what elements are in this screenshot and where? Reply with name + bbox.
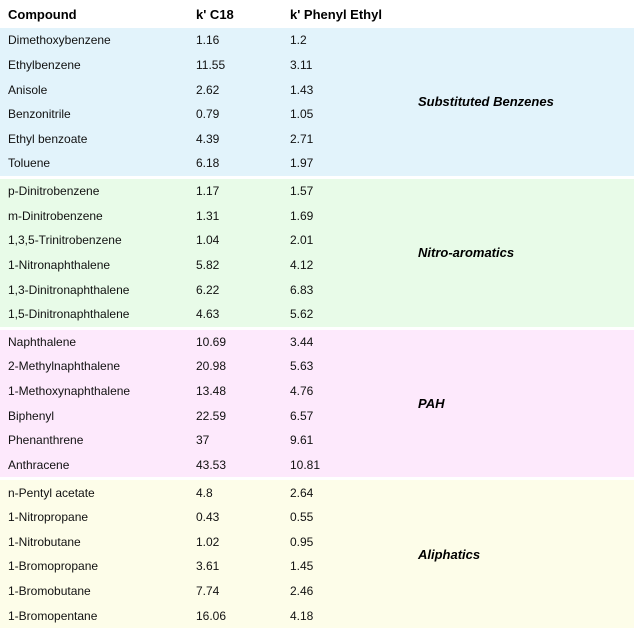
group-rows bbox=[0, 179, 418, 327]
k-c18-value: 0.43 bbox=[196, 510, 220, 525]
table-header bbox=[0, 0, 634, 28]
table-row bbox=[0, 603, 418, 628]
k-phenyl-ethyl-value: 4.76 bbox=[290, 384, 314, 399]
k-c18-value: 20.98 bbox=[196, 359, 227, 374]
column-header-compound: Compound bbox=[8, 6, 77, 22]
column-header-k-phenyl-ethyl: k' Phenyl Ethyl bbox=[290, 6, 382, 22]
compound-group bbox=[0, 28, 634, 176]
group-label: PAH bbox=[418, 395, 445, 411]
k-c18-value: 11.55 bbox=[196, 57, 226, 72]
k-phenyl-ethyl-value: 9.61 bbox=[290, 433, 314, 448]
table-row bbox=[0, 253, 418, 278]
compound-name: Ethyl benzoate bbox=[8, 131, 88, 146]
compound-name: 1-Bromobutane bbox=[8, 584, 91, 599]
k-c18-value: 22.59 bbox=[196, 408, 227, 423]
k-phenyl-ethyl-value: 1.2 bbox=[290, 33, 307, 48]
compound-name: p-Dinitrobenzene bbox=[8, 184, 100, 199]
table-row bbox=[0, 228, 418, 253]
k-phenyl-ethyl-value: 0.95 bbox=[290, 534, 314, 549]
compound-name: 1-Methoxynaphthalene bbox=[8, 384, 131, 399]
compound-name: Phenanthrene bbox=[8, 433, 84, 448]
k-c18-value: 13.48 bbox=[196, 384, 227, 399]
compound-name: 1,5-Dinitronaphthalene bbox=[8, 307, 130, 322]
compound-name: Naphthalene bbox=[8, 334, 77, 349]
k-phenyl-ethyl-value: 2.01 bbox=[290, 233, 314, 248]
table-row bbox=[0, 453, 418, 478]
table-row bbox=[0, 505, 418, 530]
table-row bbox=[0, 179, 418, 204]
k-phenyl-ethyl-value: 2.46 bbox=[290, 584, 314, 599]
table-row bbox=[0, 403, 418, 428]
k-c18-value: 6.18 bbox=[196, 156, 220, 171]
k-phenyl-ethyl-value: 5.62 bbox=[290, 307, 314, 322]
compound-name: 1-Bromopentane bbox=[8, 608, 98, 623]
compound-name: Ethylbenzene bbox=[8, 57, 81, 72]
table-body bbox=[0, 28, 634, 628]
table-row bbox=[0, 579, 418, 604]
compound-name: 1,3,5-Trinitrobenzene bbox=[8, 233, 122, 248]
compound-name: 1,3-Dinitronaphthalene bbox=[8, 282, 130, 297]
k-c18-value: 1.17 bbox=[196, 184, 220, 199]
group-label: Substituted Benzenes bbox=[418, 94, 554, 110]
k-c18-value: 4.8 bbox=[196, 485, 213, 500]
k-phenyl-ethyl-value: 6.57 bbox=[290, 408, 314, 423]
k-phenyl-ethyl-value: 1.97 bbox=[290, 156, 314, 171]
k-phenyl-ethyl-value: 4.12 bbox=[290, 257, 314, 272]
table-row bbox=[0, 277, 418, 302]
k-phenyl-ethyl-value: 1.69 bbox=[290, 208, 314, 223]
k-c18-value: 0.79 bbox=[196, 107, 220, 122]
column-header-k-c18: k' C18 bbox=[196, 6, 234, 22]
table-row bbox=[0, 102, 418, 127]
compound-name: Anthracene bbox=[8, 457, 70, 472]
compound-name: 1-Nitropropane bbox=[8, 510, 89, 525]
table-row bbox=[0, 330, 418, 355]
compound-group bbox=[0, 480, 634, 628]
k-c18-value: 37 bbox=[196, 433, 210, 448]
k-phenyl-ethyl-value: 1.57 bbox=[290, 184, 314, 199]
k-phenyl-ethyl-value: 1.43 bbox=[290, 82, 314, 97]
k-c18-value: 2.62 bbox=[196, 82, 220, 97]
compound-name: m-Dinitrobenzene bbox=[8, 208, 103, 223]
group-label: Nitro-aromatics bbox=[418, 245, 515, 261]
k-phenyl-ethyl-value: 4.18 bbox=[290, 608, 314, 623]
compound-name: Anisole bbox=[8, 82, 48, 97]
compound-name: Toluene bbox=[8, 156, 51, 171]
table-row bbox=[0, 379, 418, 404]
group-rows bbox=[0, 480, 418, 628]
k-c18-value: 1.16 bbox=[196, 33, 220, 48]
k-c18-value: 16.06 bbox=[196, 608, 227, 623]
k-c18-value: 43.53 bbox=[196, 457, 227, 472]
k-phenyl-ethyl-value: 1.45 bbox=[290, 559, 314, 574]
compound-group bbox=[0, 179, 634, 327]
k-phenyl-ethyl-value: 6.83 bbox=[290, 282, 314, 297]
k-c18-value: 10.69 bbox=[196, 334, 227, 349]
table-row bbox=[0, 77, 418, 102]
table-row bbox=[0, 554, 418, 579]
group-rows bbox=[0, 28, 418, 176]
k-phenyl-ethyl-value: 5.63 bbox=[290, 359, 314, 374]
table-row bbox=[0, 28, 418, 53]
compound-name: 1-Bromopropane bbox=[8, 559, 99, 574]
table-row bbox=[0, 530, 418, 555]
k-phenyl-ethyl-value: 1.05 bbox=[290, 107, 314, 122]
k-phenyl-ethyl-value: 2.64 bbox=[290, 485, 314, 500]
compound-name: 1-Nitronaphthalene bbox=[8, 257, 111, 272]
table-row bbox=[0, 480, 418, 505]
k-phenyl-ethyl-value: 10.81 bbox=[290, 457, 321, 472]
compound-name: Benzonitrile bbox=[8, 107, 71, 122]
compound-name: 2-Methylnaphthalene bbox=[8, 359, 121, 374]
k-c18-value: 3.61 bbox=[196, 559, 220, 574]
k-c18-value: 7.74 bbox=[196, 584, 220, 599]
compound-name: Biphenyl bbox=[8, 408, 55, 423]
table-row bbox=[0, 354, 418, 379]
k-phenyl-ethyl-value: 3.11 bbox=[290, 57, 313, 72]
compound-name: n-Pentyl acetate bbox=[8, 485, 95, 500]
compound-name: Dimethoxybenzene bbox=[8, 33, 111, 48]
table-row bbox=[0, 302, 418, 327]
k-c18-value: 6.22 bbox=[196, 282, 220, 297]
table-row bbox=[0, 203, 418, 228]
k-c18-value: 1.02 bbox=[196, 534, 220, 549]
table-row bbox=[0, 428, 418, 453]
group-label: Aliphatics bbox=[418, 546, 481, 562]
compound-name: 1-Nitrobutane bbox=[8, 534, 81, 549]
k-phenyl-ethyl-value: 0.55 bbox=[290, 510, 314, 525]
table-row bbox=[0, 53, 418, 78]
k-phenyl-ethyl-value: 3.44 bbox=[290, 334, 314, 349]
group-rows bbox=[0, 330, 418, 478]
table-row bbox=[0, 151, 418, 176]
k-c18-value: 1.31 bbox=[196, 208, 220, 223]
k-c18-value: 5.82 bbox=[196, 257, 220, 272]
compound-group bbox=[0, 330, 634, 478]
k-c18-value: 4.63 bbox=[196, 307, 220, 322]
k-c18-value: 4.39 bbox=[196, 131, 220, 146]
table-row bbox=[0, 127, 418, 152]
k-c18-value: 1.04 bbox=[196, 233, 220, 248]
k-phenyl-ethyl-value: 2.71 bbox=[290, 131, 314, 146]
